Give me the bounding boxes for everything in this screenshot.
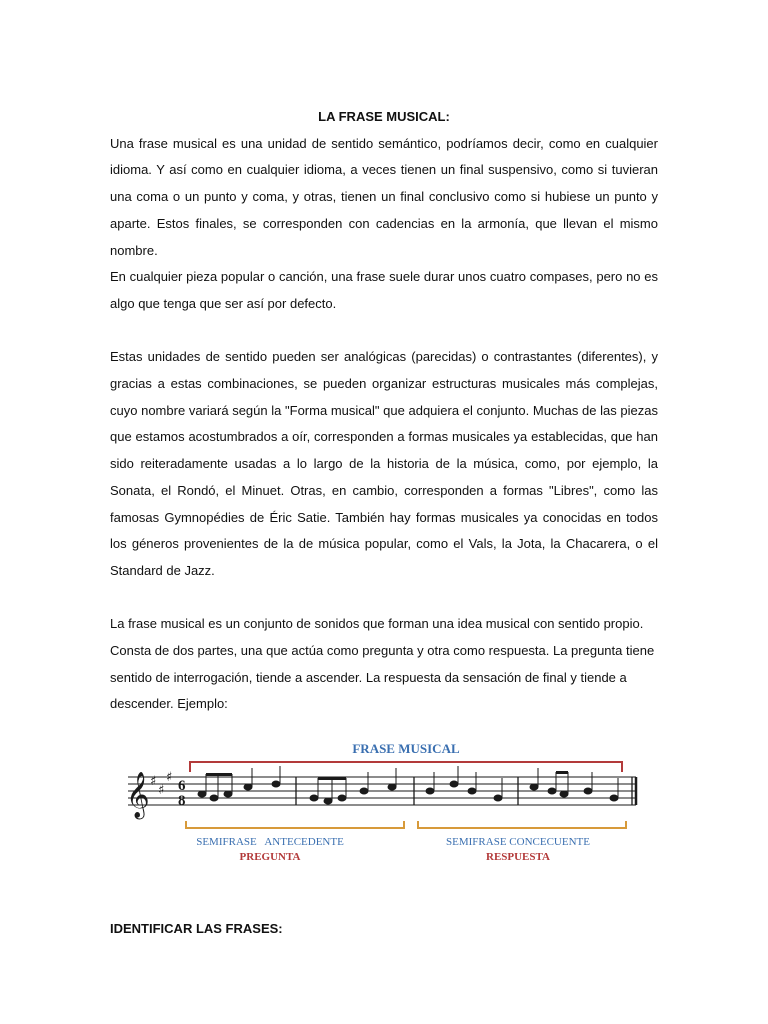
document-title: LA FRASE MUSICAL: — [318, 109, 450, 124]
time-signature-top: 6 — [178, 778, 186, 794]
consequent-bracket — [418, 821, 626, 828]
consequent-sublabel: RESPUESTA — [486, 851, 550, 863]
phrase-bracket — [190, 762, 622, 772]
consequent-label: SEMIFRASE CONCECUENTE — [446, 836, 590, 848]
paragraph-4: La frase musical es un conjunto de sonidos que forman una idea musical con sentido propio. Consta de dos partes, una que actúa como pregunta y otra como respuesta. La pregunta tiene sentido de interrogación, tiende a ascender. La respuesta da sensación de final y tiende a descender. Ejemplo: — [110, 616, 655, 712]
svg-text:♯: ♯ — [150, 774, 157, 789]
paragraph-1: Una frase musical es una unidad de sentido semántico, podríamos decir, como en cualquier idioma. Y así como en cualquier idioma, a veces tienen un final suspensivo, como si tuvieran una coma o un punto y coma, y otras, tienen un final conclusivo como si hubiese un punto y aparte. Estos finales, se corresponden con cadencias en la armonía, que llevan el mismo nombre. — [110, 135, 658, 258]
paragraph-3: Estas unidades de sentido pueden ser analógicas (parecidas) o contrastantes (diferentes), y gracias a estas combinaciones, se pueden organizar estructuras musicales más complejas, cuyo nombre variará según la "Forma musical" que adquiera el conjunto. Muchas de las piezas que estamos acostumbrados a oír, corresponden a formas musicales ya establecidas, que han sido reiteradamente usadas a lo largo de la historia de la música, como, por ejemplo, la Sonata, el Rondó, el Minuet. Otras, en cambio, corresponden a formas "Libres", como las famosas Gymnopédies de Éric Satie. También hay formas musicales ya conocidas en todos los géneros provenientes de la de música popular, como el Vals, la Jota, la Chacarera, o el Standard de Jazz. — [110, 349, 658, 578]
svg-text:♯: ♯ — [166, 770, 173, 785]
treble-clef-icon: 𝄞 — [126, 772, 150, 818]
section-heading: IDENTIFICAR LAS FRASES: — [110, 921, 283, 936]
key-signature-sharps — [150, 770, 172, 798]
paragraph-2: En cualquier pieza popular o canción, una frase suele durar unos cuatro compases, pero no es algo que tenga que ser así por defecto. — [110, 269, 658, 311]
svg-text:♯: ♯ — [158, 783, 165, 798]
document-body — [110, 104, 658, 718]
time-signature-bottom: 8 — [178, 793, 186, 809]
phrase-label: FRASE MUSICAL — [352, 741, 460, 756]
antecedent-sublabel: PREGUNTA — [239, 851, 301, 863]
antecedent-bracket — [186, 821, 404, 828]
musical-phrase-figure — [120, 732, 642, 872]
antecedent-label: SEMIFRASE ANTECEDENTE — [196, 836, 344, 848]
measure-2 — [310, 768, 396, 804]
